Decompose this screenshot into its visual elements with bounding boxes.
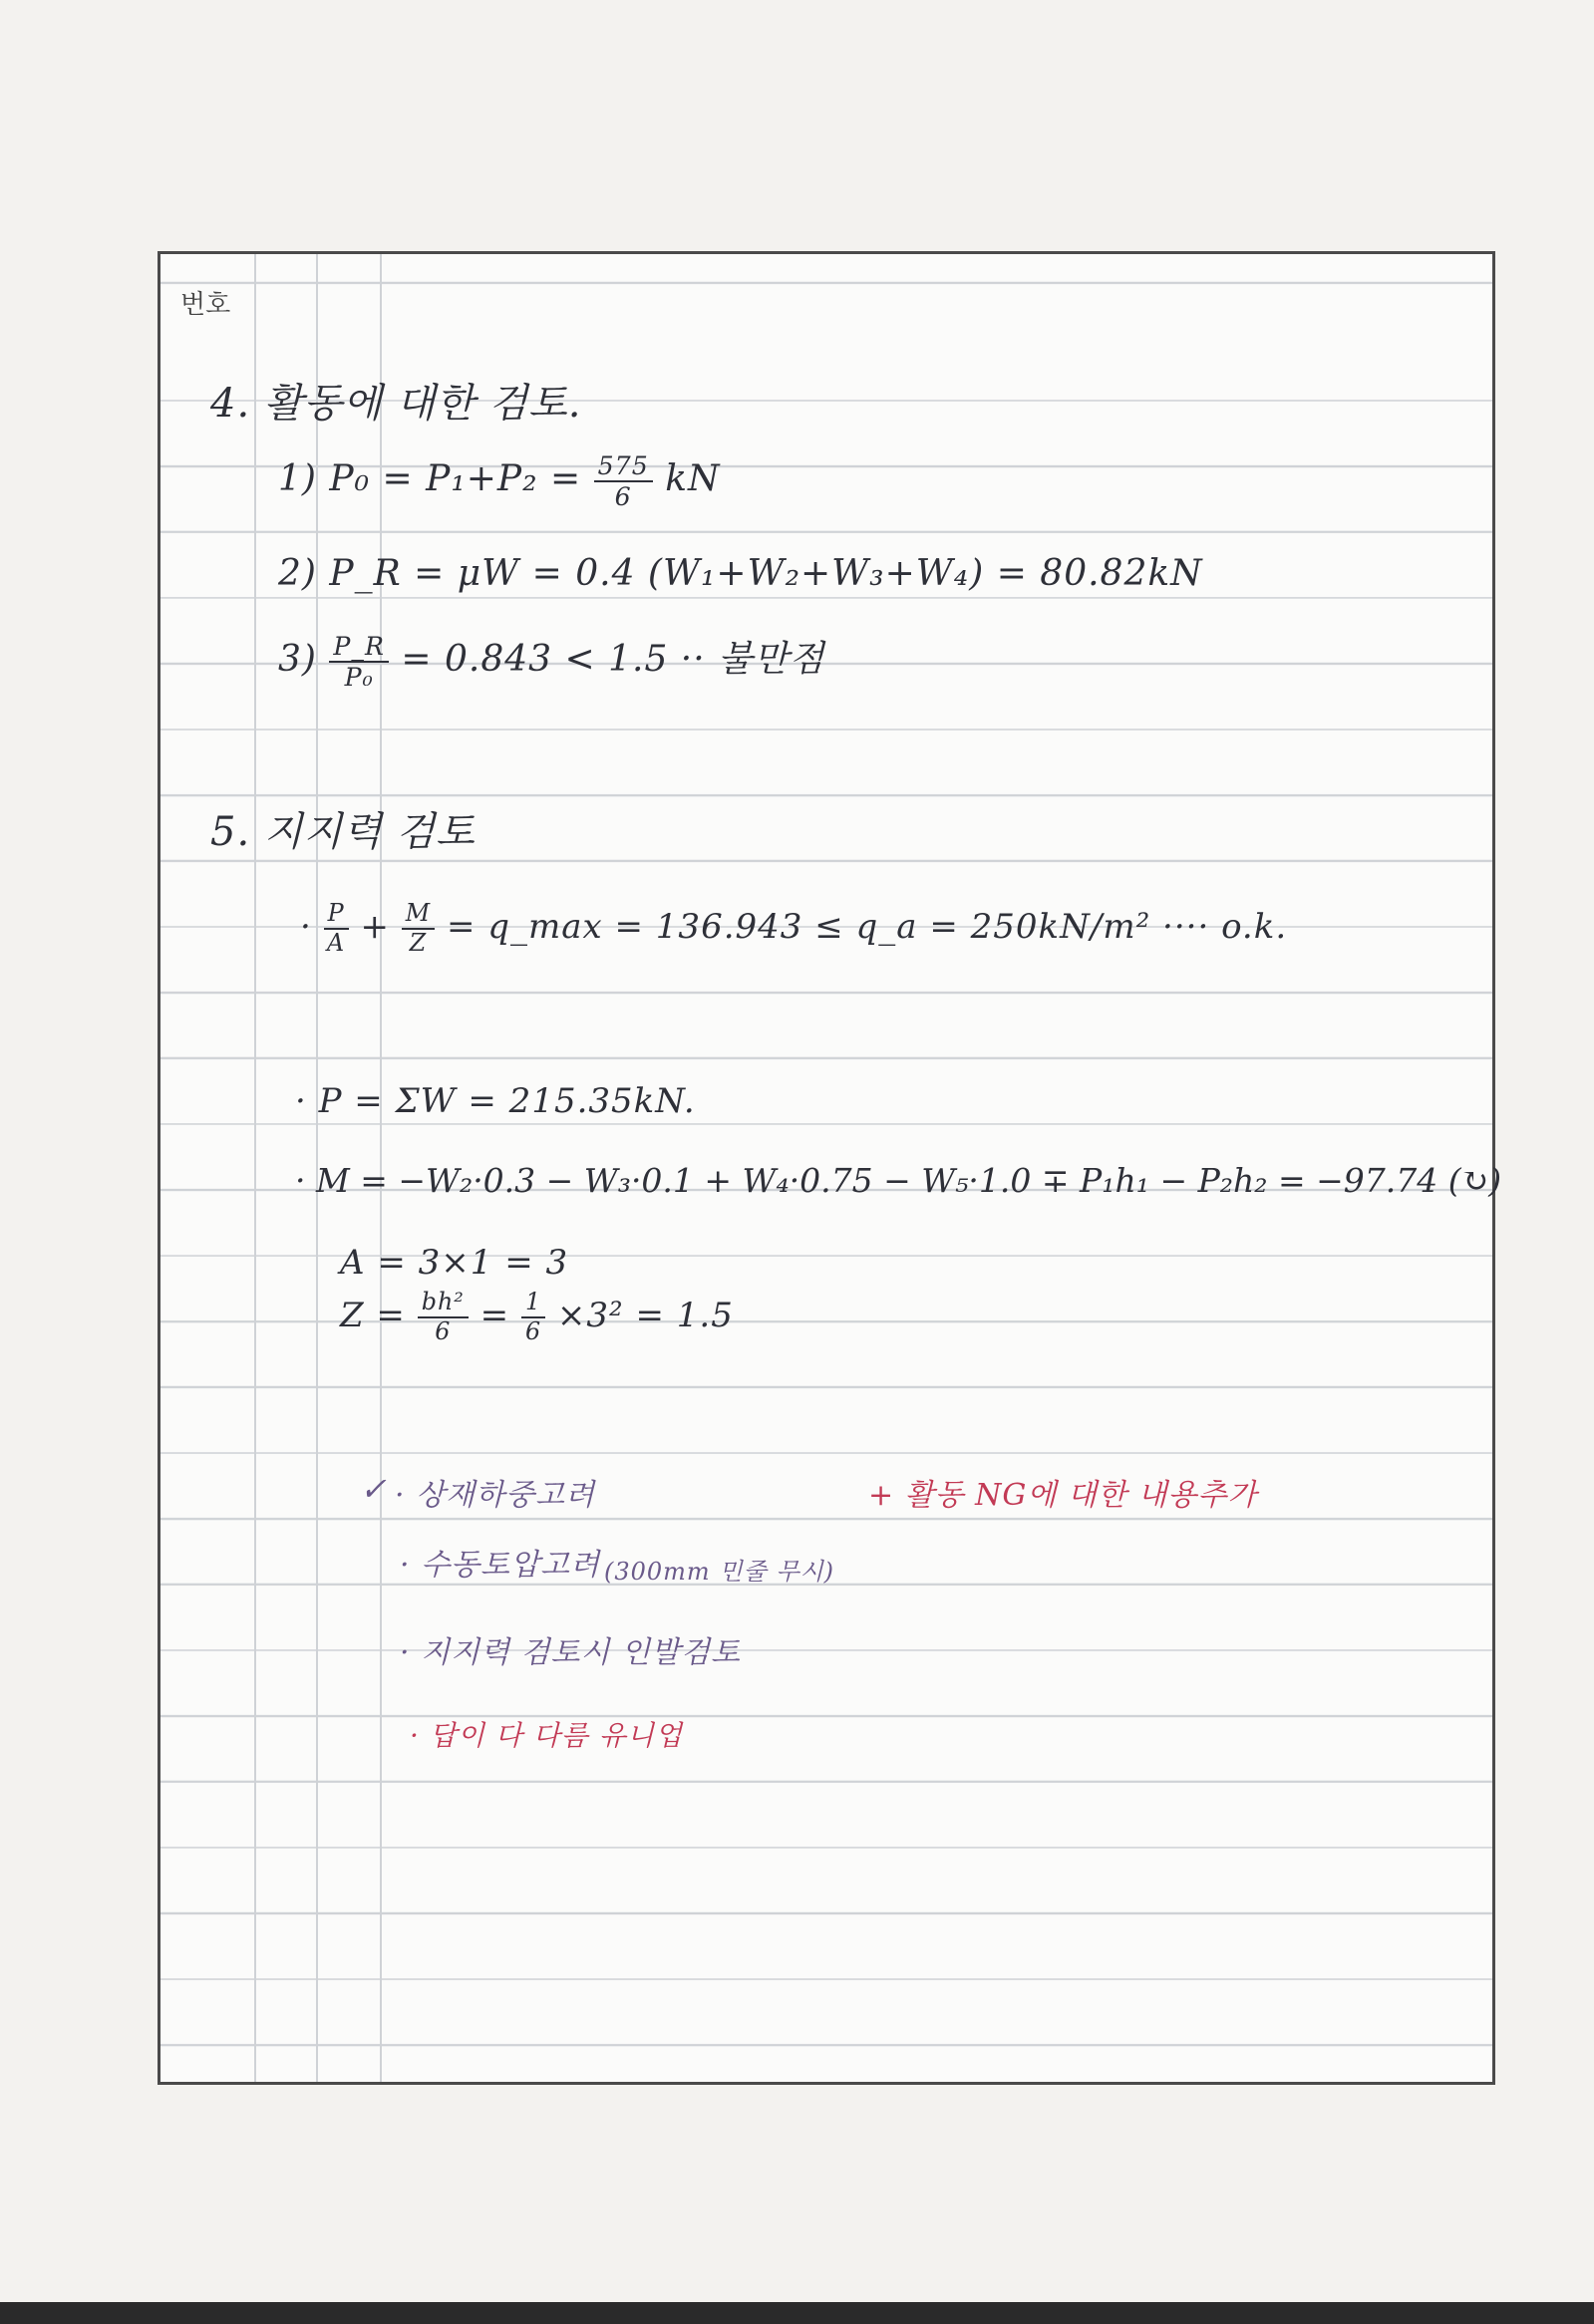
z-frac2-den: 6 bbox=[524, 1316, 542, 1345]
notebook-page bbox=[158, 251, 1502, 2085]
z-fraction-2 bbox=[521, 1288, 545, 1345]
z-frac1-den: 6 bbox=[435, 1316, 452, 1345]
section4-heading: 4. 활동에 대한 검토. bbox=[210, 381, 582, 427]
note-item-3: · 지지력 검토시 인발검토 bbox=[400, 1635, 741, 1670]
line2-text: P_R = μW = 0.4 (W₁+W₂+W₃+W₄) = 80.82kN bbox=[329, 553, 1203, 594]
line1-lhs: P₀ = P₁+P₂ = bbox=[329, 458, 582, 500]
line1-fraction bbox=[594, 451, 653, 512]
line3-fraction bbox=[329, 631, 389, 692]
section4-line1 bbox=[278, 451, 721, 512]
a-line: A = 3×1 = 3 bbox=[340, 1243, 569, 1283]
line1-index: 1) bbox=[278, 458, 317, 500]
section5-formula: · $\frac{P}{A}$ + $\frac{M}{Z}$ = q_max = 136.943 ≤ q_a = 250kN/m² ···· o.k. bbox=[300, 899, 1288, 957]
p-num: P bbox=[324, 902, 349, 930]
m-over-z bbox=[402, 899, 435, 957]
line3-text: = 0.843 < 1.5 ·· 불만점 bbox=[401, 639, 825, 680]
line3-frac-den: P₀ bbox=[344, 663, 374, 692]
z-rhs: ×3² = 1.5 bbox=[556, 1295, 734, 1335]
z-den: Z bbox=[409, 928, 428, 957]
formula-text: = q_max = 136.943 ≤ q_a = 250kN/m² ···· o.k. bbox=[446, 906, 1288, 947]
a-den: A bbox=[327, 928, 346, 957]
z-line bbox=[340, 1288, 734, 1345]
check-mark-icon: ✓ bbox=[360, 1470, 388, 1508]
p-line: · P = ΣW = 215.35kN. bbox=[295, 1081, 696, 1121]
note-item-4: · 답이 다 다름 유니업 bbox=[410, 1719, 683, 1752]
z-fraction-1 bbox=[418, 1288, 469, 1345]
p-over-a bbox=[324, 899, 349, 957]
number-label: 번호 bbox=[180, 290, 231, 320]
section4-line3 bbox=[278, 631, 824, 690]
line1-frac-den: 6 bbox=[614, 482, 632, 512]
note-item-2: · 수동토압고려 bbox=[400, 1548, 600, 1583]
z-mid: = bbox=[479, 1295, 510, 1335]
z-lhs: Z = bbox=[340, 1295, 406, 1335]
m-num: M bbox=[402, 902, 435, 930]
m-line: · M = −W₂·0.3 − W₃·0.1 + W₄·0.75 − W₅·1.0 ∓ P₁h₁ − P₂h₂ = −97.74 (↻) bbox=[295, 1161, 1502, 1200]
note-item-2-paren: (300mm 민줄 무시) bbox=[604, 1558, 835, 1586]
note-item-1: · 상재하중고려 bbox=[395, 1478, 595, 1513]
note-item-1-right: + 활동 NG에 대한 내용추가 bbox=[868, 1478, 1258, 1513]
z-frac1-num: bh² bbox=[418, 1291, 469, 1318]
margin-line bbox=[254, 254, 256, 2082]
line1-frac-num: 575 bbox=[594, 453, 653, 482]
section5-heading: 5. 지지력 검토 bbox=[210, 809, 476, 855]
line2-index: 2) bbox=[278, 553, 317, 594]
line3-index: 3) bbox=[278, 639, 317, 680]
z-frac2-num: 1 bbox=[521, 1291, 545, 1318]
bottom-edge bbox=[0, 2302, 1594, 2324]
line3-frac-num: P_R bbox=[329, 634, 389, 663]
line1-unit: kN bbox=[665, 458, 721, 500]
section4-line2 bbox=[278, 553, 1203, 594]
